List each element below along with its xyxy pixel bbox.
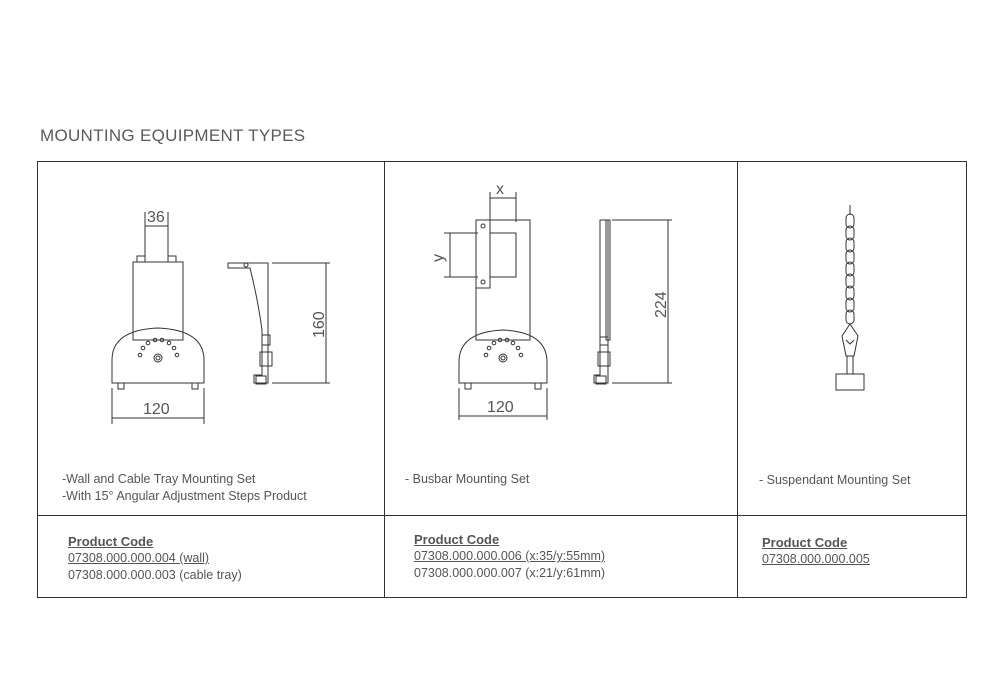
product-code: 07308.000.000.003 (cable tray): [68, 568, 242, 582]
dim-label-120: 120: [143, 401, 170, 418]
description-line: -Wall and Cable Tray Mounting Set: [62, 472, 256, 486]
product-code-label: Product Code: [762, 535, 848, 550]
product-code: 07308.000.000.007 (x:21/y:61mm): [414, 566, 606, 580]
wall-mount-description: [62, 471, 307, 505]
product-code-label: Product Code: [68, 534, 154, 549]
description-line: -With 15° Angular Adjustment Steps Product: [62, 489, 307, 503]
busbar-mount-front-drawing: [444, 192, 547, 420]
suspendant-mount-product-codes: [762, 534, 870, 568]
product-code: 07308.000.000.006 (x:35/y:55mm): [414, 549, 606, 563]
suspendant-mount-description: [759, 472, 911, 489]
dim-label-160: 160: [311, 311, 328, 338]
dim-label-120-busbar: 120: [487, 399, 514, 416]
dim-label-224: 224: [653, 291, 670, 318]
page-title: MOUNTING EQUIPMENT TYPES: [40, 126, 306, 145]
busbar-mount-product-codes: [414, 531, 605, 582]
busbar-mount-description: [405, 471, 529, 488]
product-code-label: Product Code: [414, 532, 500, 547]
product-code: 07308.000.000.004 (wall): [68, 551, 210, 565]
wall-mount-product-codes: [68, 533, 242, 584]
dim-label-y: y: [430, 254, 447, 262]
dim-label-36: 36: [147, 209, 165, 226]
suspendant-chain-drawing: [836, 205, 864, 390]
dim-label-x: x: [496, 181, 504, 198]
product-code: 07308.000.000.005: [762, 552, 870, 566]
wall-mount-front-drawing: [112, 212, 204, 424]
description-line: - Suspendant Mounting Set: [759, 473, 911, 487]
description-line: - Busbar Mounting Set: [405, 472, 530, 486]
